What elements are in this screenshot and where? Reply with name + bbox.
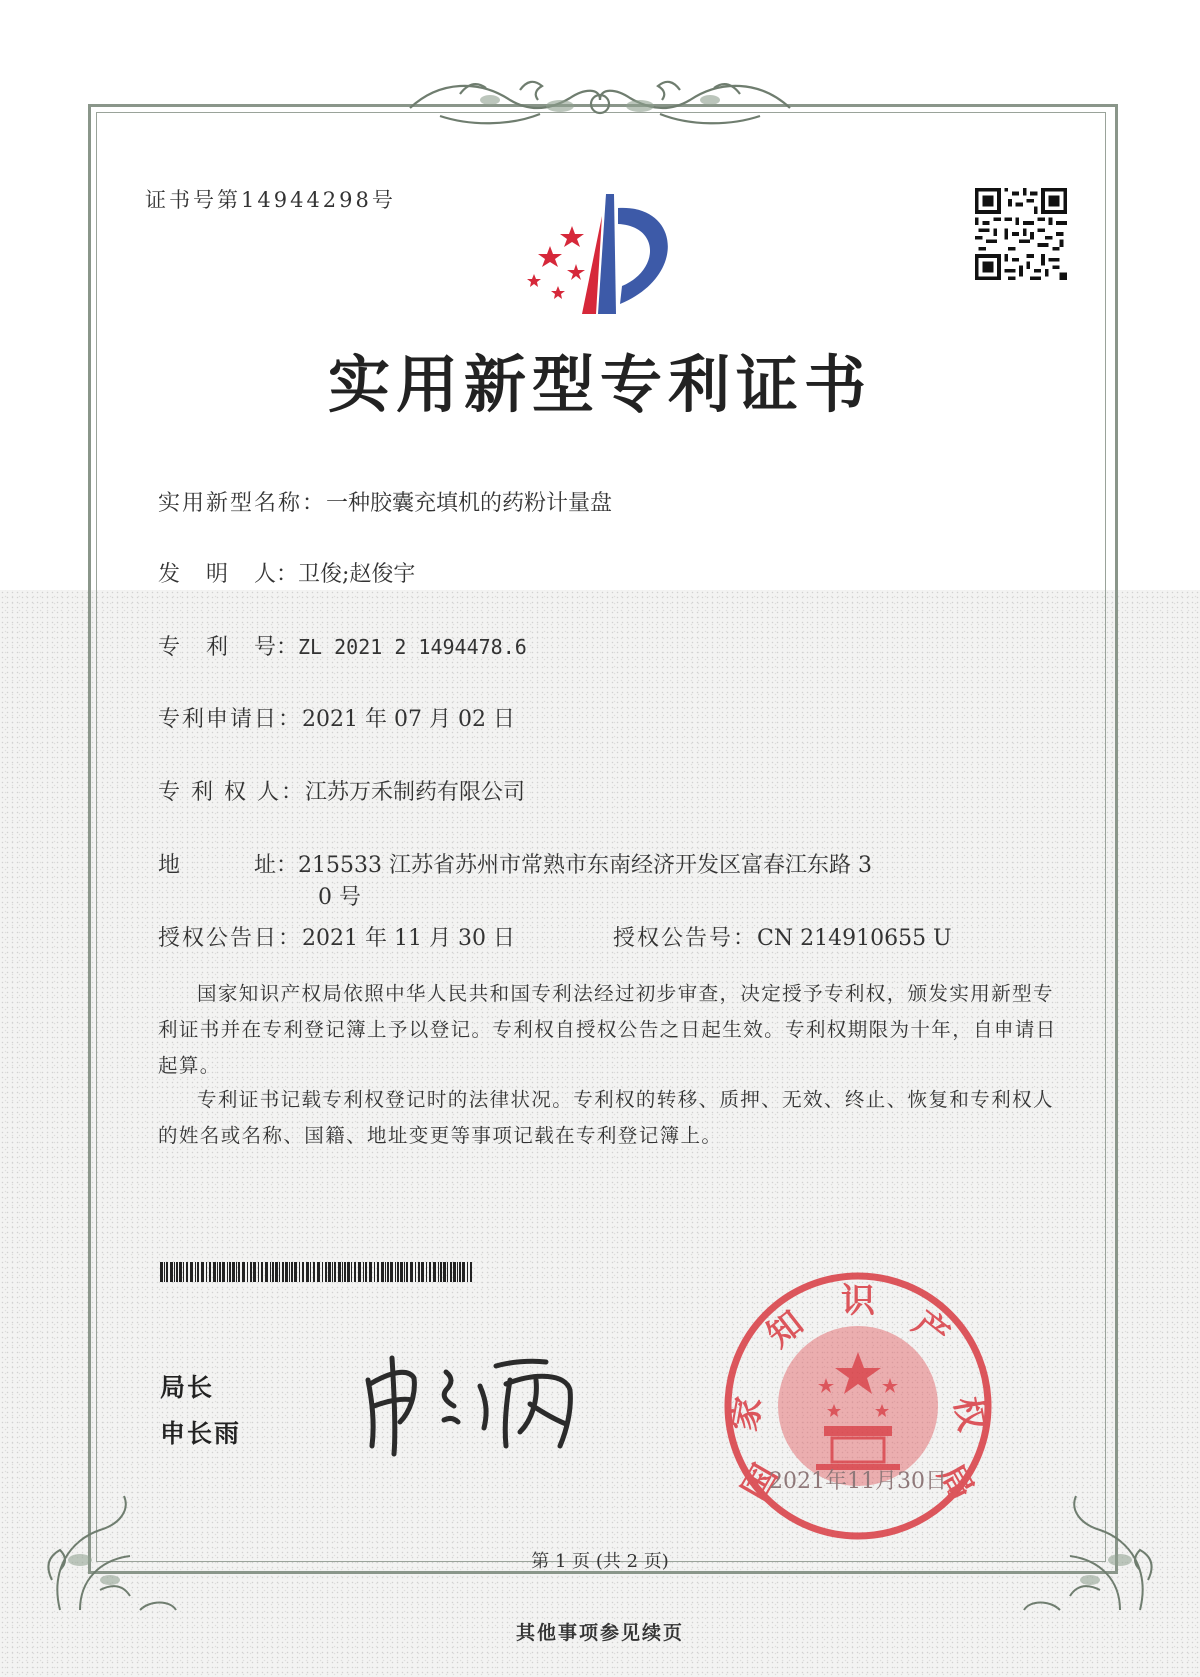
certificate-title: 实用新型专利证书: [327, 348, 872, 421]
inventor-label: 发 明 人: [158, 562, 276, 587]
seal-char-4: 识: [841, 1281, 875, 1321]
utility-model-name-label: 实用新型名称：: [158, 491, 327, 516]
grant-date-row: [158, 921, 515, 952]
patentee-label: 专 利 权 人：: [158, 780, 305, 805]
grant-date-label: 授权公告日：: [158, 926, 303, 951]
seal-char-1: 国: [734, 1457, 787, 1508]
page-indicator: 第 1 页 (共 2 页): [531, 1551, 669, 1572]
official-seal-icon: [718, 1266, 998, 1546]
filing-date-value: 2021 年 07 月 02 日: [302, 707, 515, 732]
cnipa-logo-icon: [510, 186, 690, 326]
seal-char-6: 权: [946, 1393, 992, 1435]
grant-number-label: 授权公告号：: [613, 926, 758, 951]
seal-char-5: 产: [905, 1303, 957, 1356]
patent-number-value: ZL 2021 2 1494478.6: [298, 635, 527, 659]
patentee-value: 江苏万禾制药有限公司: [304, 780, 525, 805]
inventor-row: 发 明 人 ：卫俊;赵俊宇: [158, 557, 415, 588]
statement-paragraph-1: 国家知识产权局依照中华人民共和国专利法经过初步审查，决定授予专利权，颁发实用新型专利证书并在专利登记簿上予以登记。专利权自授权公告之日起生效。专利权期限为十年，自申请日起算。: [158, 982, 1057, 1077]
seal-char-2: 家: [724, 1393, 770, 1435]
inventor-value: 卫俊;赵俊宇: [298, 562, 416, 587]
director-title: 局长: [160, 1373, 215, 1402]
seal-date: 2021年11月30日: [769, 1469, 947, 1494]
statement-paragraph-2: 专利证书记载专利权登记时的法律状况。专利权的转移、质押、无效、终止、恢复和专利权人的姓名或名称、国籍、地址变更等事项记载在专利登记簿上。: [158, 1088, 1054, 1147]
grant-number-row: [613, 921, 952, 952]
utility-model-name-value: 一种胶囊充填机的药粉计量盘: [326, 491, 613, 516]
address-line-2: 0 号: [318, 885, 361, 910]
bottom-left-ornament-icon: [40, 1460, 180, 1620]
director-signature-icon: [360, 1350, 620, 1460]
patentee-row: [158, 775, 525, 806]
top-ornament-icon: [400, 70, 800, 136]
bottom-right-ornament-icon: [1020, 1460, 1160, 1620]
seal-char-3: 知: [759, 1303, 811, 1356]
certificate-number: 证书号第14944298号: [145, 188, 396, 212]
director-name: 申长雨: [160, 1419, 242, 1448]
filing-date-label: 专利申请日：: [158, 707, 303, 732]
patent-number-label: 专 利 号: [158, 635, 276, 660]
grant-number-value: CN 214910655 U: [757, 926, 952, 951]
utility-model-name-row: [158, 486, 612, 517]
footer-note: 其他事项参见续页: [515, 1622, 684, 1644]
address-row: 地 址 ：215533 江苏省苏州市常熟市东南经济开发区富春江东路 3: [158, 848, 872, 879]
address-line-1: 215533 江苏省苏州市常熟市东南经济开发区富春江东路 3: [298, 853, 872, 878]
address-label: 地 址: [158, 853, 276, 878]
seal-char-7: 局: [929, 1457, 982, 1508]
barcode-icon: [160, 1262, 474, 1282]
qr-code-icon: [975, 188, 1067, 280]
grant-date-value: 2021 年 11 月 30 日: [302, 926, 515, 951]
patent-number-row: 专 利 号 ：ZL 2021 2 1494478.6: [158, 630, 527, 661]
filing-date-row: [158, 702, 515, 733]
